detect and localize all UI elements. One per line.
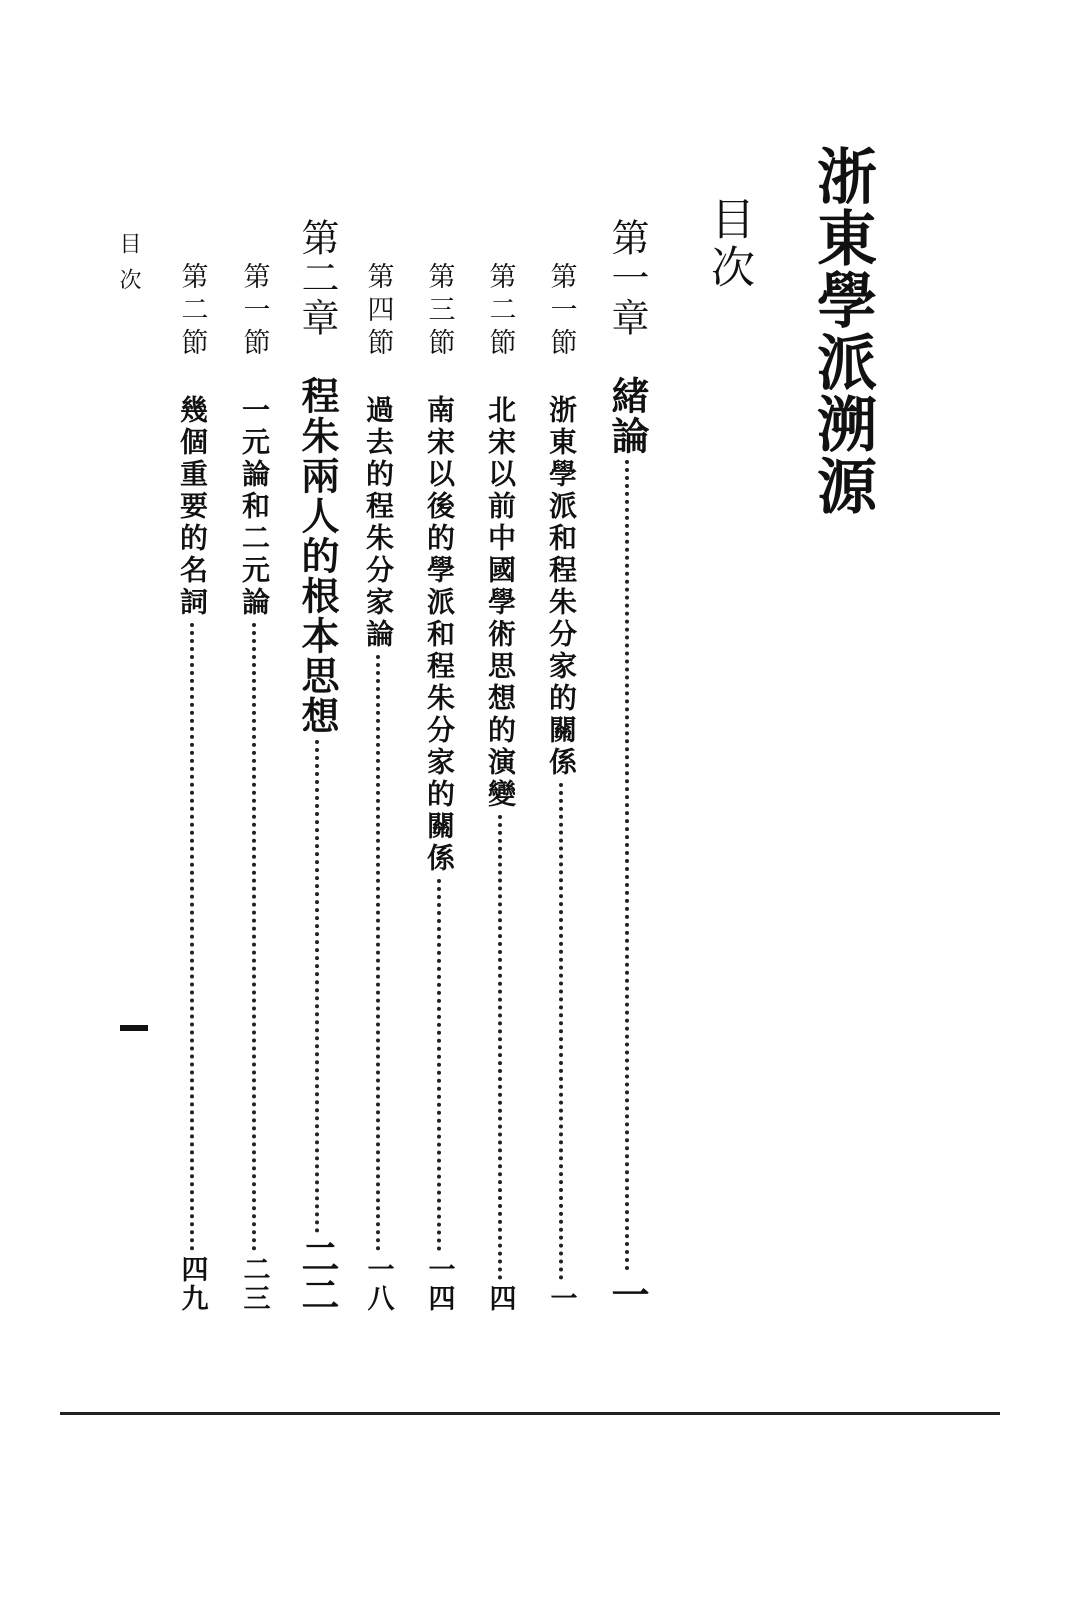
dot-leader [376, 655, 380, 1251]
entry-title: 一元論和二元論 [238, 395, 271, 619]
entry-label: 第二節 [176, 262, 208, 361]
entry-title: 過去的程朱分家論 [362, 395, 395, 651]
book-title: 浙東學派溯源 [807, 145, 877, 517]
toc-entry-section [541, 262, 581, 1313]
page-number [120, 1025, 148, 1031]
entry-title: 南宋以後的學派和程朱分家的關係 [423, 395, 456, 875]
dot-leader [315, 740, 319, 1233]
toc-heading: 目次 [703, 196, 754, 292]
dot-leader [252, 623, 256, 1251]
dot-leader [559, 783, 563, 1280]
entry-title: 浙東學派和程朱分家的關係 [545, 395, 578, 779]
toc-entry-section [419, 262, 459, 1313]
entry-page: 一 [545, 1284, 577, 1313]
entry-page: 四 [484, 1284, 516, 1313]
toc-entry-section [358, 262, 398, 1313]
entry-title: 程朱兩人的根本思想 [295, 376, 340, 736]
entry-label: 第二章 [295, 218, 339, 338]
entry-page: 四九 [176, 1255, 208, 1313]
dot-leader [437, 879, 441, 1251]
entry-label: 第三節 [423, 262, 455, 361]
bottom-rule [60, 1412, 1000, 1415]
dot-leader [498, 815, 502, 1280]
toc-entry-chapter-2 [294, 218, 340, 1313]
dot-leader [190, 623, 194, 1251]
running-head: 目次 [116, 232, 141, 304]
entry-label: 第一節 [545, 262, 577, 361]
entry-label: 第四節 [362, 262, 394, 361]
entry-page: 一八 [362, 1255, 394, 1313]
dot-leader [625, 460, 629, 1271]
entry-label: 第二節 [484, 262, 516, 361]
entry-title: 北宋以前中國學術思想的演變 [484, 395, 517, 811]
entry-page: 一四 [423, 1255, 455, 1313]
entry-page: 一 [605, 1275, 650, 1313]
toc-entry-section [234, 262, 274, 1313]
entry-label: 第一章 [605, 218, 649, 338]
entry-page: 二二 [295, 1237, 340, 1313]
toc-entry-chapter-1 [604, 218, 650, 1313]
entry-title: 幾個重要的名詞 [176, 395, 209, 619]
entry-label: 第一節 [238, 262, 270, 361]
entry-page: 二三 [238, 1255, 270, 1313]
toc-entry-section [172, 262, 212, 1313]
toc-entry-section [480, 262, 520, 1313]
entry-title: 緒論 [605, 376, 650, 456]
